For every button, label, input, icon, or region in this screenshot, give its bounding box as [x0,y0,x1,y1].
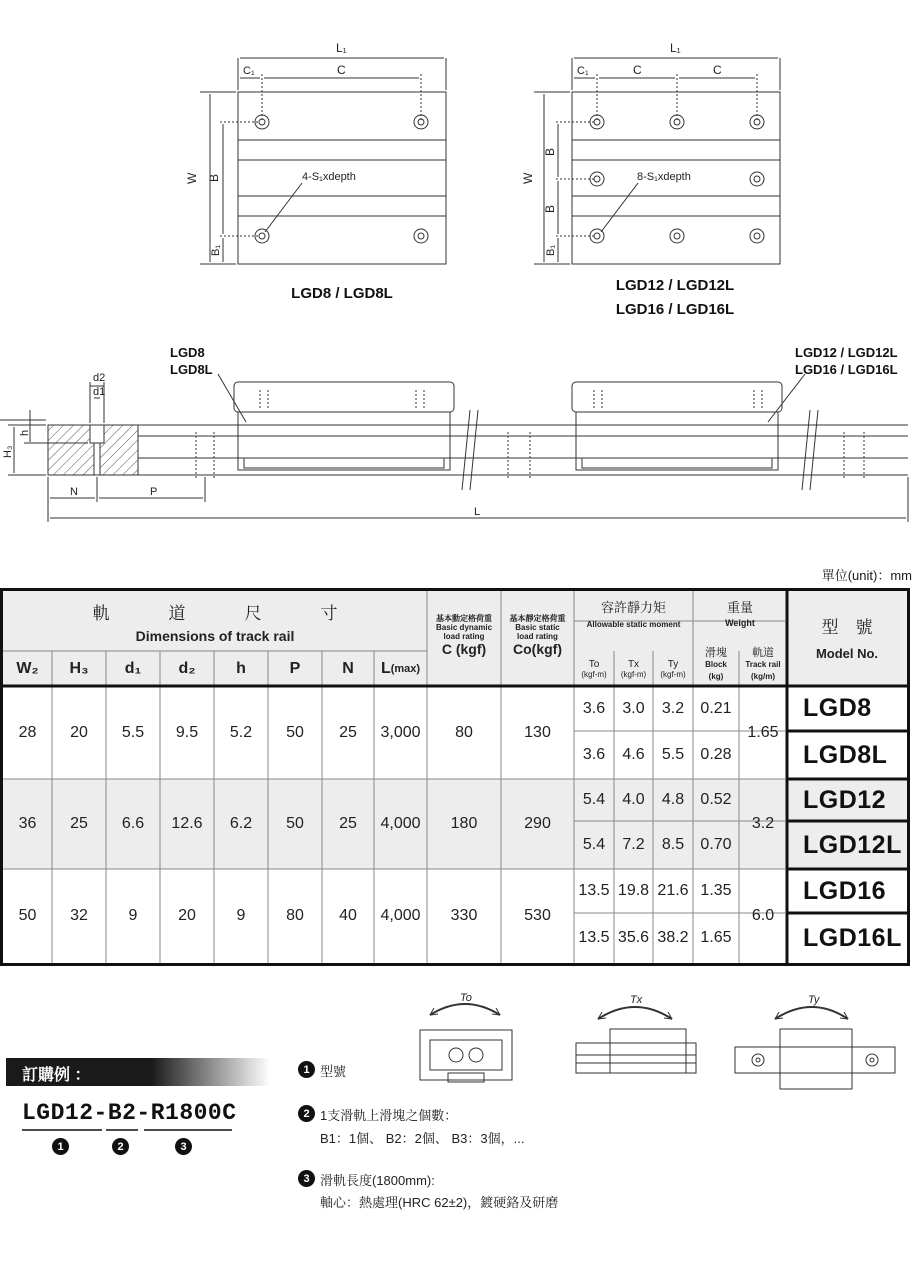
left-dim-L1: L₁ [336,41,347,55]
g1-r1-Tx: 3.0 [622,699,645,717]
col-L-sub: (max) [390,662,421,675]
dims-title-char-3: 尺 [244,603,262,623]
col-L [374,651,427,686]
g1-r1-model: LGD8 [803,694,872,722]
order-code-underlines [20,1128,240,1134]
dims-title-char-4: 寸 [320,603,338,623]
left-dim-B1: B₁ [210,244,222,256]
side-dim-N: N [70,486,78,498]
rail-en: Track rail [745,659,781,669]
g2-d2: 12.6 [171,815,203,832]
right-dim-L1: L₁ [670,41,681,55]
g3-rail-weight: 6.0 [751,907,775,924]
unit-label: 單位(unit)：mm [821,568,912,583]
g3-d2: 20 [178,907,196,924]
g3-r1-model: LGD16 [803,876,887,905]
note-3-marker: 3 [298,1170,315,1187]
g2-r1-Ty: 4.8 [661,791,685,808]
left-drawing-caption: LGD8 / LGD8L [291,285,393,302]
g1-r1-Ty: 3.2 [661,699,685,717]
block-en: Block [705,659,727,669]
side-dim-d2: d2 [93,372,106,384]
g2-W2: 36 [18,815,37,832]
moment-diagrams [400,985,910,1095]
col-H3: H₃ [69,659,89,677]
g2-d1: 6.6 [121,815,145,832]
g2-N: 25 [339,815,357,832]
dyn-load-header [427,613,501,657]
g2-L: 4,000 [380,815,421,832]
left-hole-label: 4-S₁xdepth [302,171,356,183]
col-Ty [653,651,693,686]
g1-r1-block: 0.21 [700,699,732,717]
dims-title-en: Dimensions of track rail [135,628,295,644]
static-load-header [501,613,574,657]
g2-C: 180 [450,815,478,832]
g2-r1-Tx: 4.0 [622,791,645,808]
g3-h: 9 [236,907,246,924]
moment-diagram-ty-label: Ty [808,994,820,1006]
side-view-drawing [0,330,920,530]
right-hole-label: 8-S₁xdepth [637,171,691,183]
order-title: 訂購例 ： [22,1067,91,1084]
moment-cn: 容許靜力矩 [600,599,666,615]
g1-d2: 9.5 [175,723,199,741]
col-rail [739,643,787,686]
col-Ty-label: Ty [667,658,679,670]
g1-r1-To: 3.6 [582,699,606,717]
side-label-left-1: LGD8 [170,345,205,360]
g3-r2-model: LGD16L [803,923,902,952]
g1-H3: 20 [70,723,88,741]
side-dim-d1: d1 [93,386,106,398]
col-W2: W₂ [16,659,39,677]
block-top-view-drawings [0,0,920,330]
g2-r2-Ty: 8.5 [661,836,685,853]
weight-en: Weight [725,618,755,628]
g2-r2-Tx: 7.2 [622,836,645,853]
left-dim-C1: C₁ [243,65,255,77]
col-d1: d₁ [124,659,142,677]
side-label-right-1: LGD12 / LGD12L [795,345,898,360]
g2-P: 50 [286,815,304,832]
right-dim-B-a: B [543,147,557,156]
note-2-sub: B1：1個、 B2：2個、 B3：3個，... [320,1131,525,1146]
side-label-left-2: LGD8L [170,362,213,377]
static-unit: Co(kgf) [513,640,562,657]
col-Ty-unit: (kgf-m) [660,669,686,679]
static-cn: 基本靜定格荷重 [509,613,566,623]
spec-table [0,588,910,966]
dyn-en-1: Basic dynamic [435,622,493,632]
left-dim-W: W [185,172,199,184]
side-dim-h: h [19,429,31,436]
g3-N: 40 [339,907,357,924]
g2-r2-model: LGD12L [803,830,902,859]
g1-W2: 28 [18,723,37,741]
col-To-unit: (kgf-m) [581,669,607,679]
dims-title-char-2: 道 [168,603,186,623]
col-Tx-unit: (kgf-m) [620,669,647,679]
g1-r2-block: 0.28 [700,746,732,763]
dims-title-cn [3,597,427,625]
g1-L: 3,000 [380,723,421,741]
g3-L: 4,000 [380,907,421,924]
g3-P: 80 [286,907,304,924]
rail-cn: 軌道 [752,646,774,659]
g3-r1-To: 13.5 [578,882,610,899]
block-unit: (kg) [708,671,724,681]
order-marker-3: 3 [175,1138,192,1155]
g2-H3: 25 [70,815,88,832]
right-dim-B1: B₁ [545,244,557,256]
g1-Co: 130 [524,723,551,741]
order-marker-1: 1 [52,1138,69,1155]
g3-r2-block: 1.65 [700,929,732,946]
order-marker-2: 2 [112,1138,129,1155]
col-N: N [342,659,354,677]
weight-cn: 重量 [726,599,753,615]
col-To-label: To [588,658,600,670]
moment-diagram-to-label: To [460,992,472,1004]
g3-r1-Ty: 21.6 [657,882,689,899]
g1-d1: 5.5 [121,723,145,741]
g2-r2-block: 0.70 [700,836,732,853]
g2-rail-weight: 3.2 [751,815,775,832]
moment-en: Allowable static moment [586,619,681,629]
model-en: Model No. [815,645,879,661]
g3-d1: 9 [128,907,138,924]
note-1-text: 型號 [320,1064,347,1079]
g3-r1-Tx: 19.8 [617,882,650,899]
col-To [574,651,614,686]
g1-r2-model: LGD8L [803,740,888,769]
right-drawing-caption-1: LGD12 / LGD12L [615,277,735,294]
g1-C: 80 [455,723,473,741]
left-dim-C: C [337,63,346,77]
note-2-marker: 2 [298,1105,315,1122]
side-dim-L: L [474,506,481,518]
right-dim-C1: C₁ [577,65,589,77]
note-2-text: 1支滑軌上滑塊之個數： [320,1108,458,1123]
static-en-1: Basic static [515,622,560,632]
static-en-2: load rating [517,631,558,641]
g1-rail-weight: 1.65 [747,723,779,741]
order-code: LGD12-B2-R1800C [22,1100,237,1126]
right-dim-W: W [521,172,535,184]
note-1-marker: 1 [298,1061,315,1078]
g2-h: 6.2 [229,815,253,832]
dyn-en-2: load rating [443,631,485,641]
g1-N: 25 [339,723,357,741]
col-Tx-label: Tx [627,658,640,670]
g3-r2-To: 13.5 [578,929,610,946]
dims-title-char-1: 軌 [92,603,110,623]
g2-r1-To: 5.4 [582,791,606,808]
side-dim-P: P [150,486,158,498]
side-dim-H3: H₃ [2,445,14,458]
g2-r1-model: LGD12 [803,785,887,814]
col-block [693,643,739,686]
moment-diagram-tx-label: Tx [630,994,643,1006]
g3-W2: 50 [18,907,37,924]
block-cn: 滑塊 [705,646,727,659]
right-dim-C-a: C [633,63,642,77]
side-label-right-2: LGD16 / LGD16L [795,362,898,377]
col-P: P [289,659,301,677]
g1-P: 50 [286,723,304,741]
rail-unit: (kg/m) [751,671,775,681]
g2-r1-block: 0.52 [700,791,732,808]
g2-Co: 290 [524,815,551,832]
left-dim-B: B [207,173,221,182]
g3-Co: 530 [524,907,551,924]
g3-C: 330 [450,907,478,924]
right-dim-B-b: B [543,204,557,213]
g3-H3: 32 [70,907,88,924]
col-Tx [614,651,653,686]
note-3-sub: 軸心：熱處理(HRC 62±2)，鍍硬鉻及研磨 [320,1195,559,1210]
g3-r1-block: 1.35 [700,882,732,899]
dyn-cn: 基本動定格荷重 [436,613,492,623]
g1-r2-To: 3.6 [582,746,606,763]
g3-r2-Tx: 35.6 [617,929,650,946]
col-d2: d₂ [178,659,196,677]
right-drawing-caption-2: LGD16 / LGD16L [615,301,735,318]
col-h: h [236,659,246,677]
col-L-label: L [380,659,391,677]
g1-r2-Tx: 4.6 [622,746,645,763]
g3-r2-Ty: 38.2 [657,929,689,946]
dyn-unit: C (kgf) [441,640,487,657]
right-dim-C-b: C [713,63,722,77]
g1-r2-Ty: 5.5 [661,746,685,763]
g1-h: 5.2 [229,723,253,741]
model-cn: 型 號 [821,617,873,637]
g2-r2-To: 5.4 [582,836,606,853]
note-3-text: 滑軌長度(1800mm): [320,1173,435,1188]
